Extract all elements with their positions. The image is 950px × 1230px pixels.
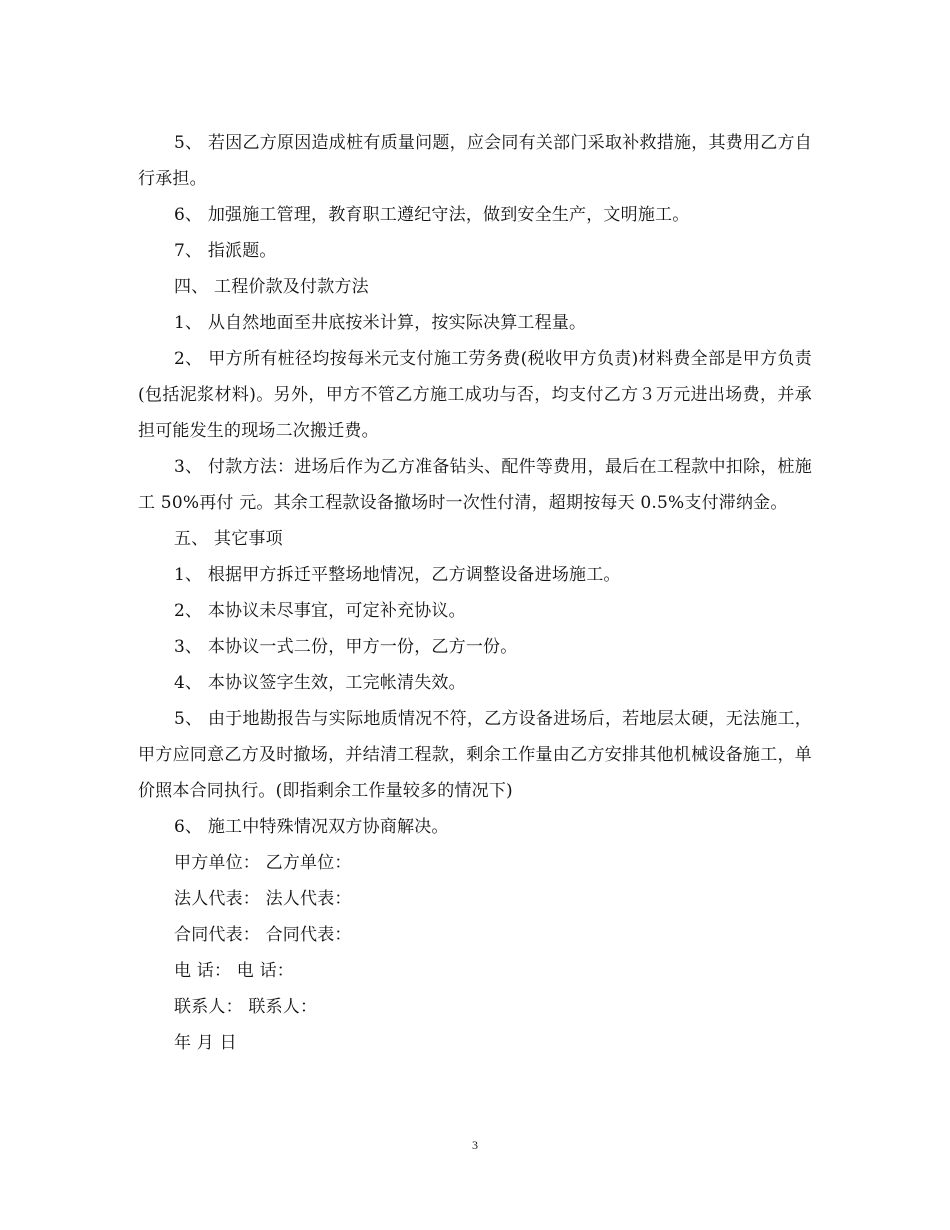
signature-legal-reps: 法人代表： 法人代表： (174, 889, 352, 909)
signature-date: 年 月 日 (174, 1033, 237, 1053)
price-clause-1: 1、 从自然地面至井底按米计算，按实际决算工程量。 (174, 313, 587, 333)
document-body (138, 125, 812, 1061)
other-clause-1: 1、 根据甲方拆迁平整场地情况，乙方调整设备进场施工。 (174, 565, 621, 585)
signature-phones: 电 话： 电 话： (174, 961, 295, 981)
signature-contacts: 联系人： 联系人： (174, 997, 318, 1017)
clause-7-assignment: 7、 指派题。 (174, 241, 277, 261)
section-4-heading: 四、 工程价款及付款方法 (174, 277, 369, 297)
other-clause-6: 6、 施工中特殊情况双方协商解决。 (174, 817, 449, 837)
other-clause-3: 3、 本协议一式二份，甲方一份，乙方一份。 (174, 637, 518, 657)
other-clause-2: 2、 本协议未尽事宜，可定补充协议。 (174, 601, 466, 621)
section-5-heading: 五、 其它事项 (174, 529, 283, 549)
price-clause-2: 2、 甲方所有桩径均按每米元支付施工劳务费(税收甲方负责)材料费全部是甲方负责(包括泥浆材料)。另外，甲方不管乙方施工成功与否，均支付乙方３万元进出场费，并承担可能发生的现场二次搬迁费。 (138, 349, 812, 441)
signature-party-units: 甲方单位： 乙方单位： (174, 853, 352, 873)
other-clause-4: 4、 本协议签字生效，工完帐清失效。 (174, 673, 466, 693)
page-number: 3 (472, 1138, 478, 1152)
clause-6-management: 6、 加强施工管理，教育职工遵纪守法，做到安全生产，文明施工。 (174, 205, 690, 225)
price-clause-3: 3、 付款方法：进场后作为乙方准备钻头、配件等费用，最后在工程款中扣除，桩施工 50%再付 元。其余工程款设备撤场时一次性付清，超期按每天 0.5%支付滞纳金。 (138, 457, 812, 513)
signature-contract-reps: 合同代表： 合同代表： (174, 925, 352, 945)
clause-5-quality: 5、 若因乙方原因造成桩有质量问题，应会同有关部门采取补救措施，其费用乙方自行承担。 (138, 133, 812, 189)
other-clause-5: 5、 由于地勘报告与实际地质情况不符，乙方设备进场后，若地层太硬，无法施工，甲方应同意乙方及时撤场，并结清工程款，剩余工作量由乙方安排其他机械设备施工，单价照本合同执行。(即指剩余工作量较多的情况下) (138, 709, 812, 801)
